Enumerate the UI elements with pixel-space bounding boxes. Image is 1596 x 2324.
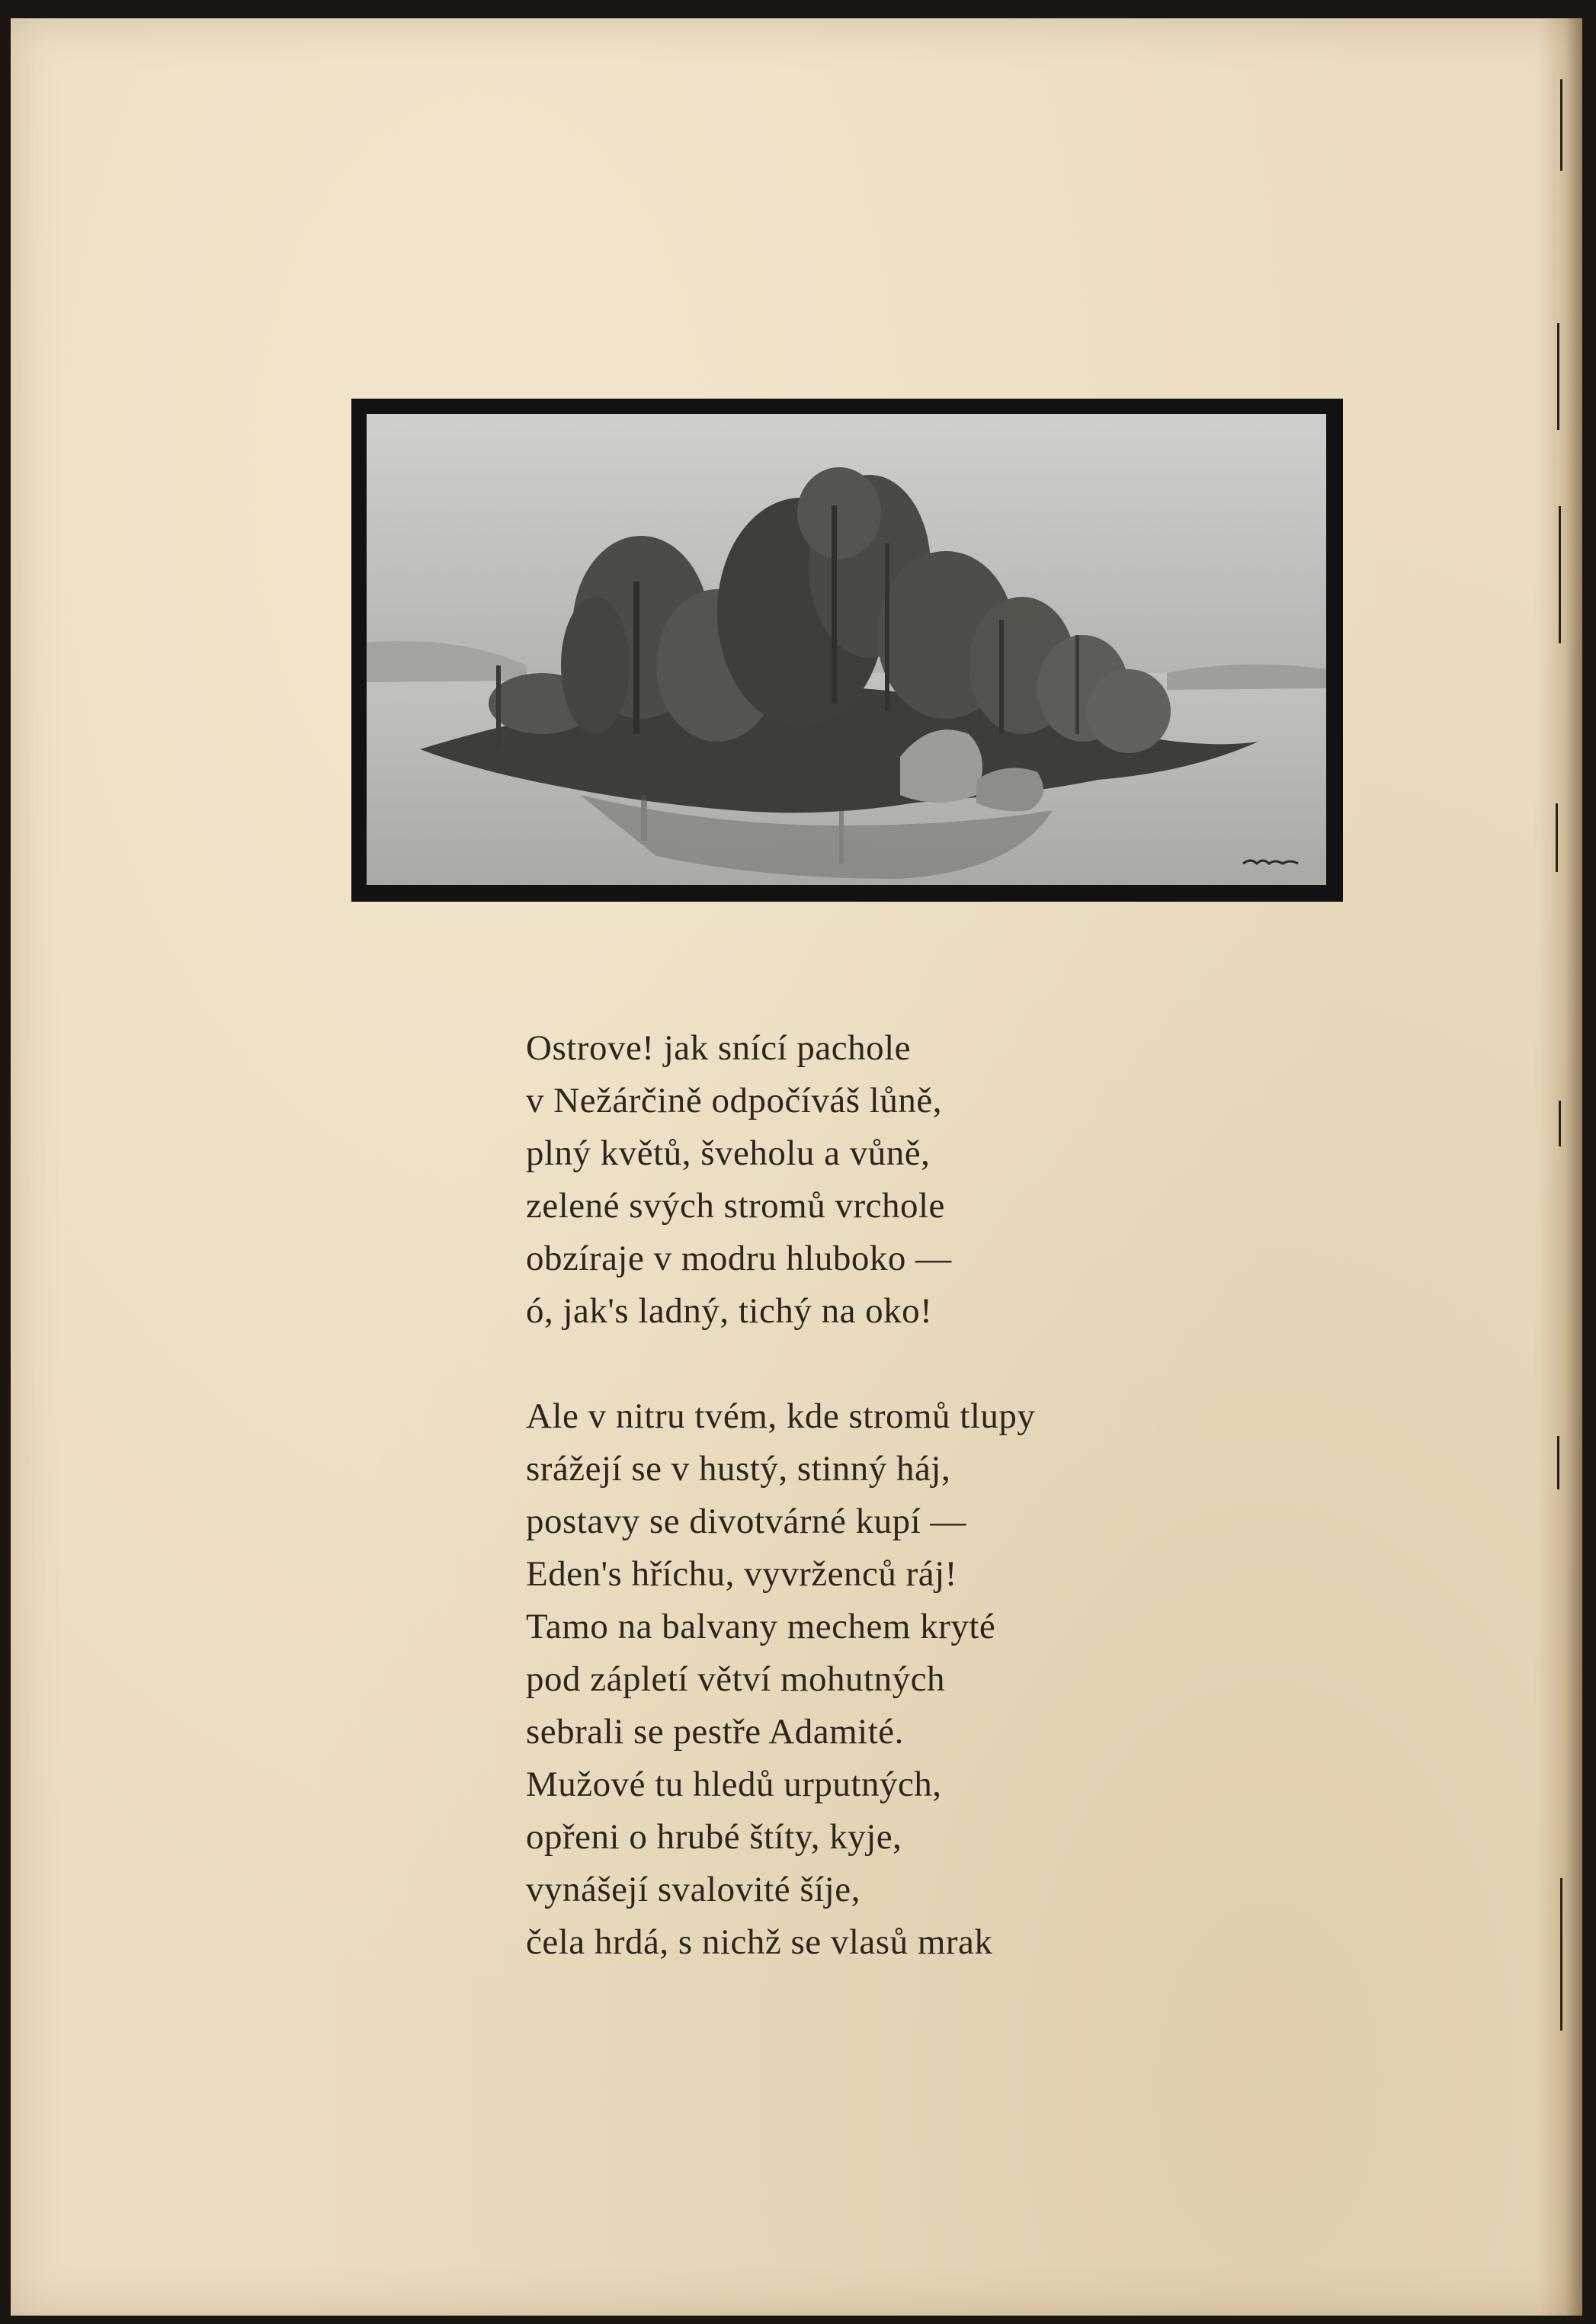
poem-line: plný květů, šveholu a vůně, [526, 1133, 931, 1173]
page-edge-mark [1560, 79, 1562, 171]
poem-line: Ostrove! jak snící pachole [526, 1028, 912, 1068]
illustration-frame [351, 399, 1343, 902]
poem-line: vynášejí svalovité šíje, [526, 1870, 860, 1909]
poem-line: Eden's hříchu, vyvrženců ráj! [526, 1554, 957, 1594]
book-page [11, 18, 1582, 2316]
poem-line: Ale v nitru tvém, kde stromů tlupy [526, 1396, 1036, 1436]
poem-line: postavy se divotvárné kupí — [526, 1502, 966, 1541]
poem-line: Mužové tu hledů urputných, [526, 1765, 942, 1804]
poem-line: Tamo na balvany mechem kryté [526, 1607, 996, 1646]
poem-line: ó, jak's ladný, tichý na oko! [526, 1291, 933, 1331]
page-edge-mark [1560, 1878, 1562, 2031]
poem-line: obzíraje v modru hluboko — [526, 1239, 952, 1278]
page-edge-mark [1557, 323, 1559, 430]
poem-line: čela hrdá, s nichž se vlasů mrak [526, 1922, 993, 1962]
page-edge-mark [1559, 1101, 1561, 1146]
page-edge-mark [1556, 803, 1558, 872]
page-edge-mark [1559, 506, 1561, 643]
poem-line: zelené svých stromů vrchole [526, 1186, 945, 1226]
stanza [526, 1390, 1212, 1969]
poem-line: opřeni o hrubé štíty, kyje, [526, 1817, 902, 1857]
poem [526, 1022, 1212, 1969]
poem-line: v Nežárčině odpočíváš lůně, [526, 1081, 942, 1120]
poem-line: sebrali se pestře Adamité. [526, 1712, 904, 1752]
stanza [526, 1022, 1212, 1338]
poem-line: srážejí se v hustý, stinný háj, [526, 1449, 951, 1489]
poem-line: pod zápletí větví mohutných [526, 1659, 945, 1699]
page-edge-mark [1557, 1436, 1559, 1489]
river-island-landscape-icon [367, 414, 1326, 885]
